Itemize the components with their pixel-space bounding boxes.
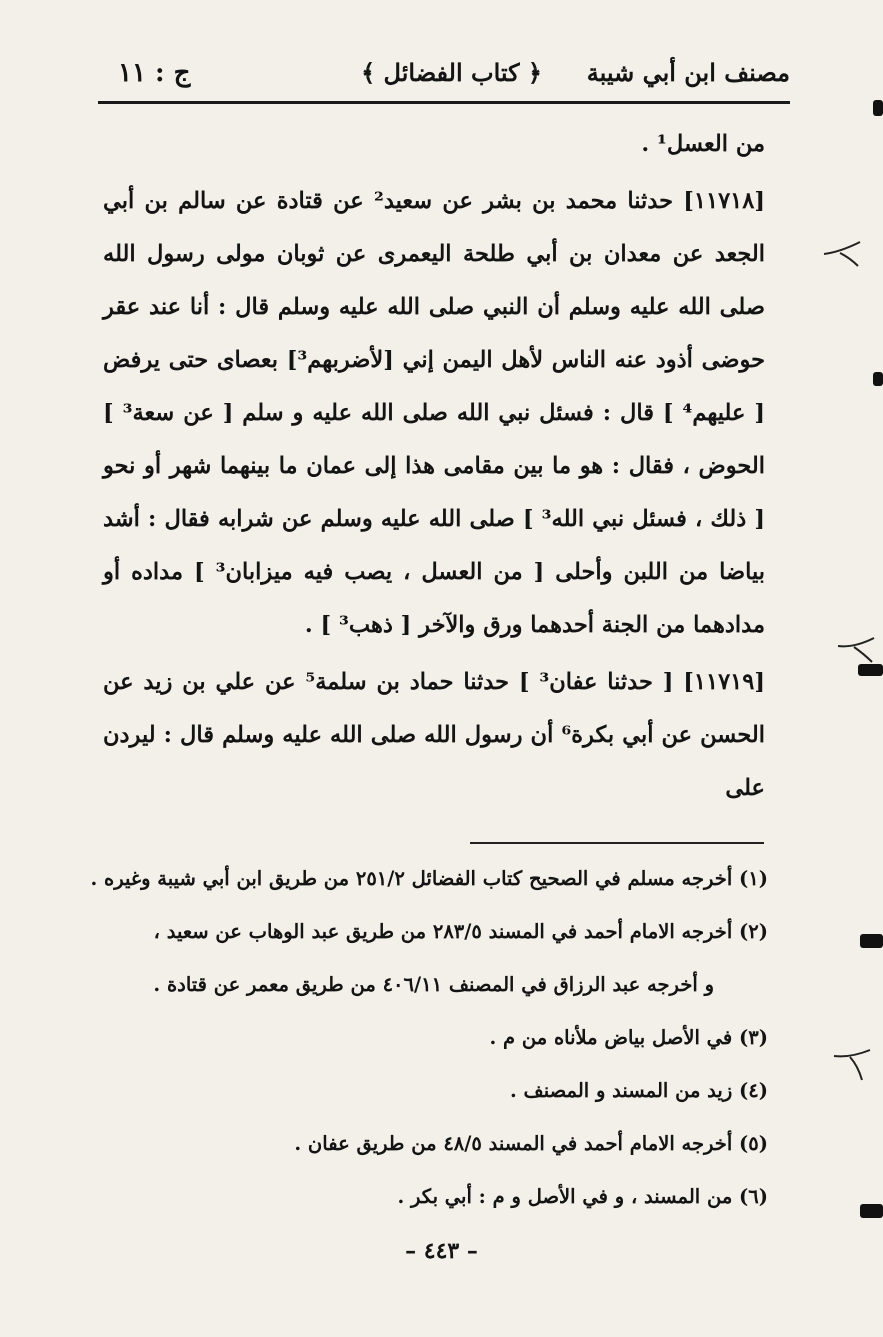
book-title: مصنف ابن أبي شيبة [586,58,790,87]
scan-mark [873,100,883,116]
page-header [100,52,790,96]
header-rule [98,101,790,104]
scan-mark [860,934,883,948]
volume-number: ج : ١١ [118,58,191,88]
footnote-6: (٦) من المسند ، و في الأصل و م : أبي بكر . [397,1185,768,1208]
footnote-rule [470,842,764,844]
footnotes [90,852,768,1223]
binding-mark-icon [822,238,862,268]
footnote-2-continued: و أخرجه عبد الرزاق في المصنف ٤٠٦/١١ من طريق معمر عن قتادة . [153,973,714,996]
scan-mark [873,372,883,386]
paragraph-continuation: من العسل¹ . [641,131,765,157]
scan-mark [858,664,883,676]
section-title: ﴿ كتاب الفضائل ﴾ [361,58,542,87]
footnote-5: (٥) أخرجه الامام أحمد في المسند ٤٨/٥ من طريق عفان . [294,1132,768,1155]
hadith-11718: [١١٧١٨] حدثنا محمد بن بشر عن سعيد² عن قتادة عن سالم بن أبي الجعد عن معدان بن أبي طلحة اليعمرى عن ثوبان مولى رسول الله صلى الله عليه وسلم أن النبي صلى الله عليه وسلم قال : أنا عند عقر حوضى أذود عنه الناس لأهل اليمن إني [لأضربهم³] بعصاى حتى يرفض [ عليهم⁴ ] قال : فسئل نبي الله صلى الله عليه و سلم [ عن سعة³ ] الحوض ، فقال : هو ما بين مقامى هذا إلى عمان ما بينهما شهر أو نحو [ ذلك ، فسئل نبي الله³ ] صلى الله عليه وسلم عن شرابه فقال : أشد بياضا من اللبن وأحلى [ من العسل ، يصب فيه ميزابان³ ] مداده أو مدادهما من الجنة أحدهما ورق والآخر [ ذهب³ ] . [103,188,765,638]
hadith-11719: [١١٧١٩] [ حدثنا عفان³ ] حدثنا حماد بن سلمة⁵ عن علي بن زيد عن الحسن عن أبي بكرة⁶ أن رسول الله صلى الله عليه وسلم قال : ليردن على [103,669,766,801]
footnote-4: (٤) زيد من المسند و المصنف . [509,1079,768,1102]
main-text [103,118,765,815]
page-number: – ٤٤٣ – [405,1238,478,1264]
binding-mark-icon [836,634,876,664]
footnote-2: (٢) أخرجه الامام أحمد في المسند ٢٨٣/٥ من طريق عبد الوهاب عن سعيد ، [153,920,768,943]
footnote-1: (١) أخرجه مسلم في الصحيح كتاب الفضائل ٢٥١/٢ من طريق ابن أبي شيبة وغيره . [90,867,768,890]
scan-mark [860,1204,883,1218]
footnote-3: (٣) في الأصل بياض ملأناه من م . [489,1026,768,1049]
binding-mark-icon [832,1046,872,1082]
